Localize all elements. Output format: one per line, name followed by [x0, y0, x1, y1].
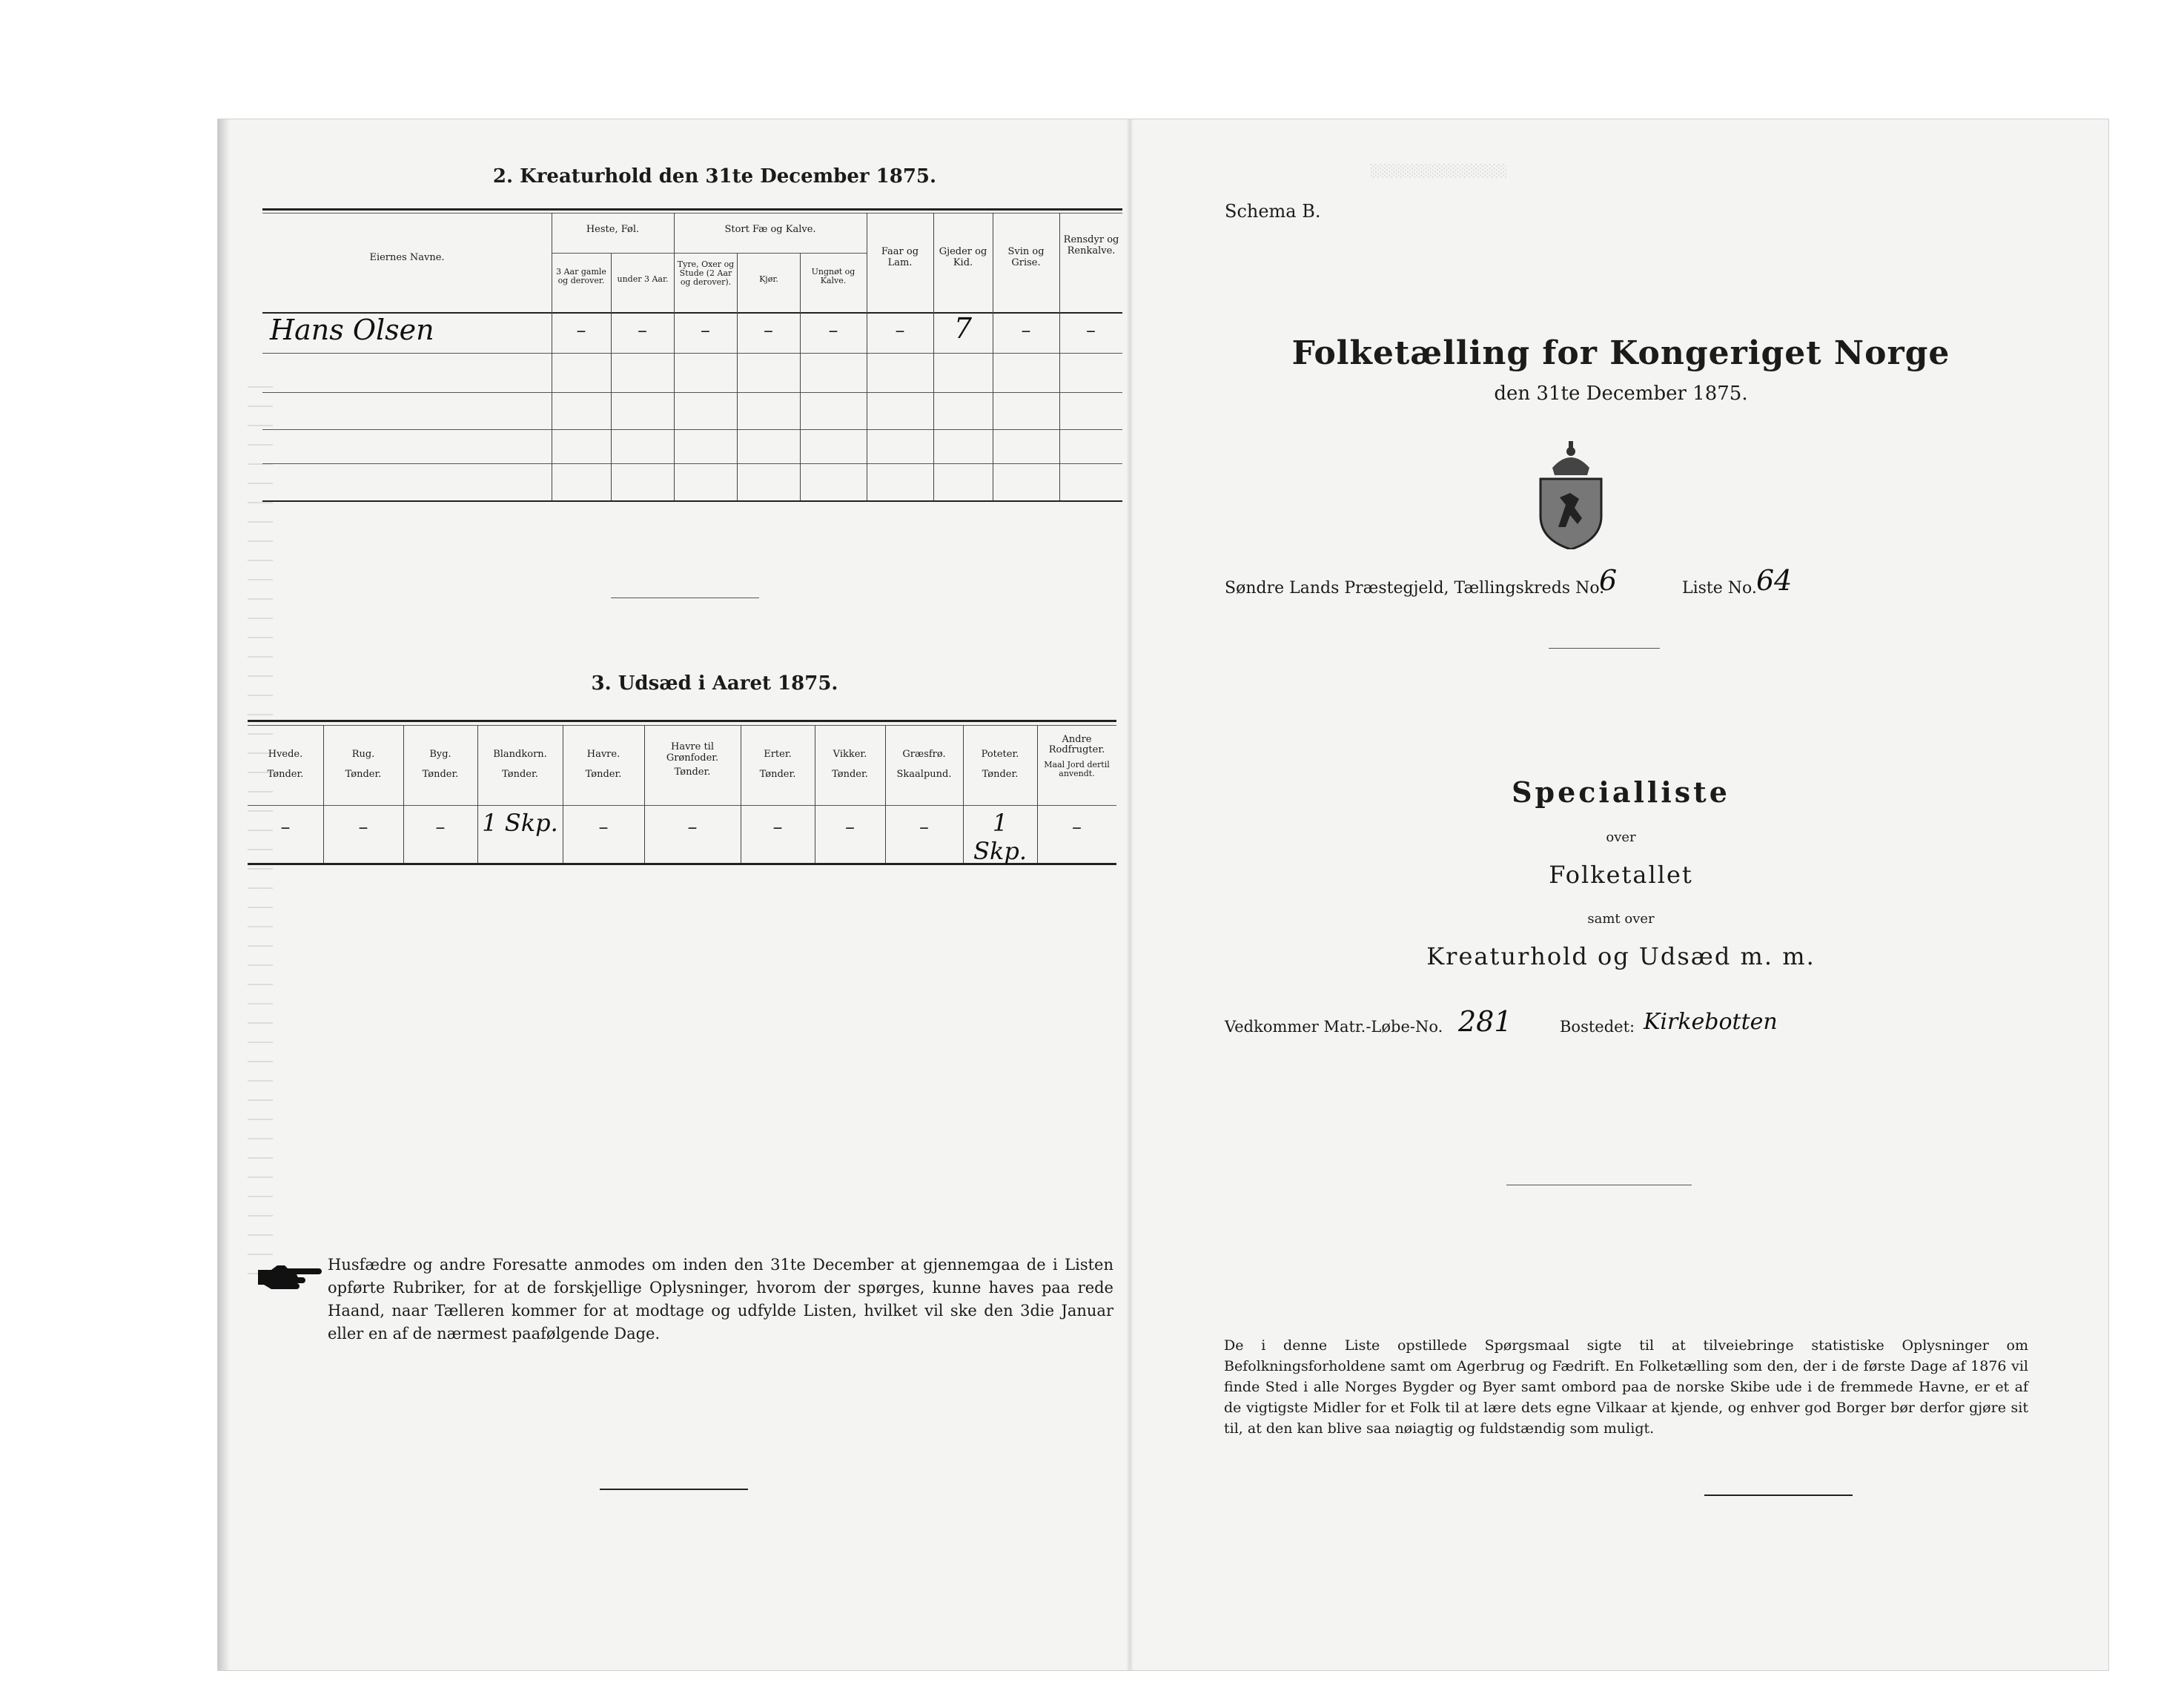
- cell-heste-a: –: [576, 320, 586, 342]
- col-havre-gronfoder: Havre til Grønfoder. Tønder.: [666, 741, 719, 778]
- cell-stort-a: –: [701, 320, 710, 342]
- val-havre: –: [598, 816, 609, 838]
- col-havre: Havre. Tønder.: [585, 749, 622, 780]
- bosted-label: Bostedet:: [1560, 1018, 1635, 1036]
- val-blandkorn: 1 Skp.: [482, 809, 558, 837]
- over-1: over: [1606, 830, 1636, 845]
- val-havre-gronfoder: –: [687, 816, 698, 838]
- cell-svin: –: [1021, 320, 1031, 342]
- schema-label: Schema B.: [1225, 201, 1321, 222]
- main-date: den 31te December 1875.: [1494, 383, 1748, 405]
- left-page: [218, 119, 1130, 1670]
- stort-b-header: Kjør.: [759, 274, 778, 284]
- col-vikker: Vikker. Tønder.: [832, 749, 868, 780]
- gjeder-header: Gjeder og Kid.: [939, 246, 987, 268]
- faar-header: Faar og Lam.: [881, 246, 919, 268]
- cell-stort-b: –: [764, 320, 773, 342]
- census-sheet: [217, 119, 2109, 1671]
- col-poteter: Poteter. Tønder.: [981, 749, 1019, 780]
- cell-rensdyr: –: [1086, 320, 1096, 342]
- heste-a-header: 3 Aar gamle og derover.: [556, 267, 606, 286]
- bosted-value: Kirkebotten: [1644, 1009, 1778, 1035]
- section3-title: 3. Udsæd i Aaret 1875.: [591, 672, 838, 695]
- right-page: [1133, 119, 2108, 1670]
- divider-2: [600, 1489, 748, 1490]
- livestock-table: [262, 208, 1122, 638]
- matr-label: Vedkommer Matr.-Løbe-No.: [1225, 1018, 1443, 1036]
- col-rug: Rug. Tønder.: [345, 749, 382, 780]
- val-erter: –: [772, 816, 783, 838]
- samt-over: samt over: [1587, 911, 1655, 927]
- footer-text: De i denne Liste opstillede Spørgsmaal sigte til at tilveiebringe statistiske Oplysninger om Befolkningsforholdene samt om Agerbrug og Fædrift. En Folketælling som den, der i de første Dage af 1876 vil finde Sted i alle Norges Bygder og Byer samt ombord paa de norske Skibe ude i de fremmede Havne, er et af de vigtigste Midler for et Folk til at lære dets egne Vilkaar at kjende, og enhver god Borger bør derfor gjøre sit til, at den kan blive saa nøiagtig og fuldstændig som muligt.: [1224, 1337, 2028, 1437]
- folketallet: Folketallet: [1549, 861, 1693, 889]
- cell-stort-c: –: [828, 320, 838, 342]
- val-byg: –: [435, 816, 446, 838]
- owner-col-header: Eiernes Navne.: [369, 252, 445, 263]
- bleed-through: ░░░░░░░░░░░░░░░: [1371, 164, 1508, 178]
- col-graesfro: Græsfrø. Skaalpund.: [896, 749, 952, 780]
- coat-of-arms-icon: [1530, 438, 1612, 549]
- heste-b-header: under 3 Aar.: [617, 274, 669, 284]
- val-vikker: –: [845, 816, 855, 838]
- col-andre-rodfrugter: Andre Rodfrugter. Maal Jord dertil anvendt.: [1044, 734, 1110, 778]
- rensdyr-header: Rensdyr og Renkalve.: [1063, 234, 1119, 256]
- divider-5: [1704, 1494, 1853, 1496]
- val-andre-rodfrugter: –: [1072, 816, 1082, 838]
- stort-a-header: Tyre, Oxer og Stude (2 Aar og derover).: [677, 259, 735, 288]
- liste-label: Liste No.: [1682, 579, 1757, 598]
- main-title: Folketælling for Kongeriget Norge: [1291, 334, 1950, 372]
- col-byg: Byg. Tønder.: [422, 749, 459, 780]
- stort-c-header: Ungnøt og Kalve.: [811, 267, 855, 286]
- pointing-hand-icon: [255, 1261, 322, 1291]
- val-rug: –: [358, 816, 368, 838]
- section2-title: 2. Kreaturhold den 31te December 1875.: [492, 165, 937, 188]
- stort-group-header: Stort Fæ og Kalve.: [724, 224, 816, 235]
- val-poteter: 1 Skp.: [973, 809, 1027, 865]
- cell-faar: –: [895, 320, 905, 342]
- cell-gjeder: 7: [953, 312, 973, 345]
- heste-group-header: Heste, Føl.: [586, 224, 640, 235]
- matr-no: 281: [1458, 1005, 1512, 1038]
- col-blandkorn: Blandkorn. Tønder.: [493, 749, 547, 780]
- svin-header: Svin og Grise.: [1007, 246, 1045, 268]
- sowing-table: [248, 720, 1116, 883]
- col-erter: Erter. Tønder.: [759, 749, 796, 780]
- owner-name: Hans Olsen: [270, 314, 434, 346]
- val-graesfro: –: [919, 816, 929, 838]
- parish-label: Søndre Lands Præstegjeld, Tællingskreds No.: [1225, 579, 1605, 598]
- cell-heste-b: –: [638, 320, 647, 342]
- kreaturhold-udsaed: Kreaturhold og Udsæd m. m.: [1426, 942, 1816, 970]
- notice-text: Husfædre og andre Foresatte anmodes om inden den 31te December at gjennemgaa de i Listen opførte Rubriker, for at de forskjellige Oplysninger, hvorom der spørges, kunne haves paa rede Haand, naar Tælleren kommer for at modtage og udfylde Listen, hvilket vil ske den 3die Januar eller en af de nærmest paafølgende Dage.: [328, 1256, 1113, 1343]
- kreds-no: 6: [1599, 564, 1618, 597]
- liste-no: 64: [1756, 564, 1793, 597]
- divider-3: [1549, 648, 1660, 649]
- specialliste-heading: Specialliste: [1512, 775, 1730, 809]
- val-hvede: –: [280, 816, 291, 838]
- col-hvede: Hvede. Tønder.: [267, 749, 304, 780]
